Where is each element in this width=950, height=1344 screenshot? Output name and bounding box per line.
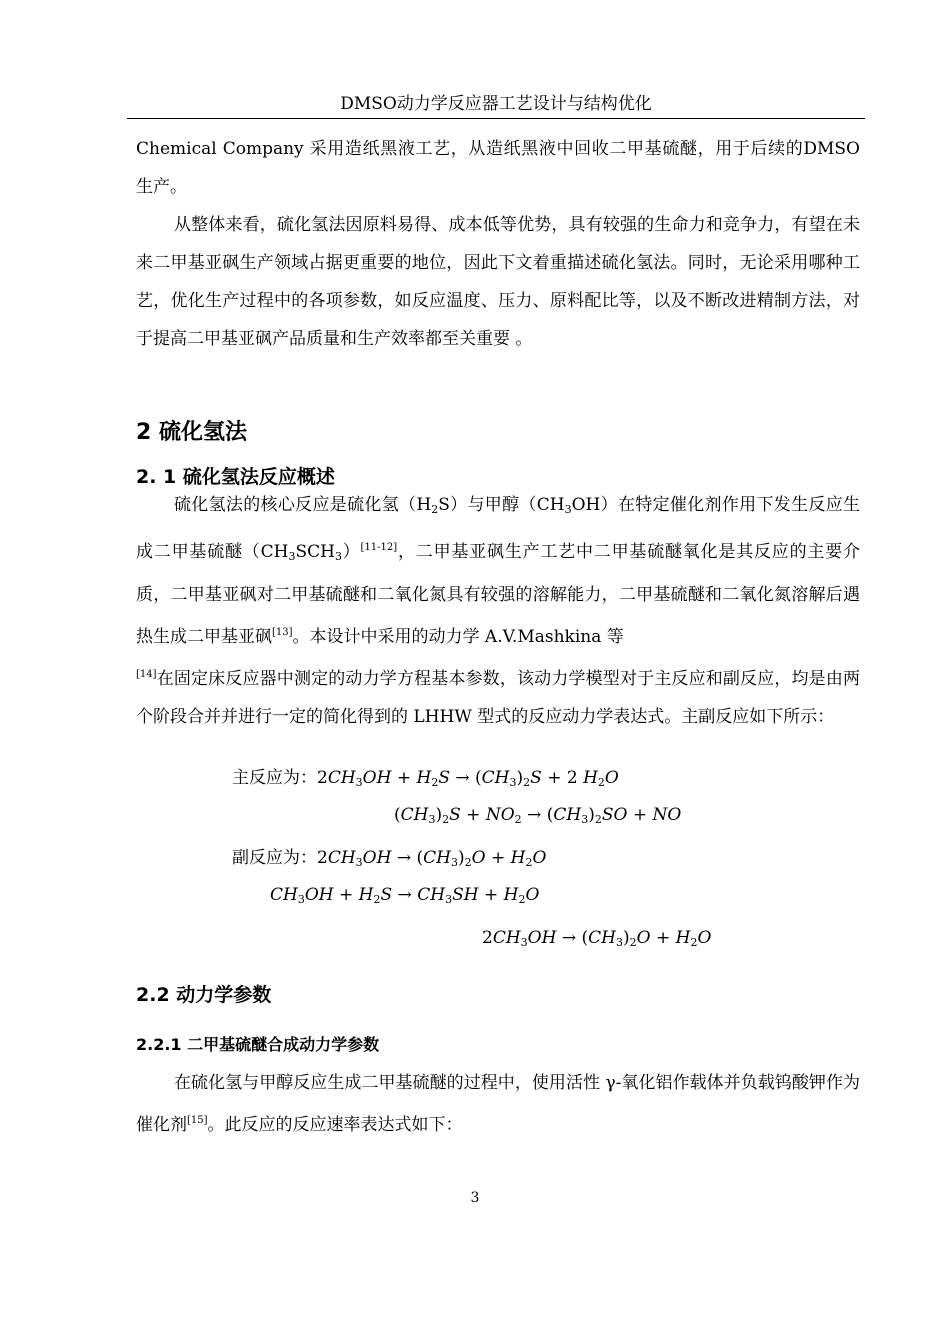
header-rule	[127, 118, 865, 119]
side-reaction-3: $2CH_3OH \to (CH_3)_2O + H_2O$	[482, 928, 712, 949]
section-2-2-1-heading: 2.2.1 二甲基硫醚合成动力学参数	[136, 1035, 380, 1054]
citation: [15]	[187, 1115, 208, 1126]
main-reaction-2: $(CH_3)_2S + NO_2 \to (CH_3)_2SO$ + NO	[394, 805, 682, 826]
intro-text-1: Chemical Company 采用造纸黑液工艺，从造纸黑液中回收二甲基硫醚，用于后续的DMSO 生产。	[136, 139, 860, 197]
side-reaction-label: 副反应为：	[232, 848, 317, 868]
main-reaction-1: 主反应为：$2CH_3OH + H_2S \to (CH_3)_2S + 2$ $H_2O$	[232, 768, 619, 789]
page-number: 3	[470, 1190, 480, 1206]
section-2-2-1-paragraph	[136, 1064, 860, 1144]
section-2-heading: 2 硫化氢法	[136, 420, 247, 445]
section-2-1-heading: 2. 1 硫化氢法反应概述	[136, 466, 335, 488]
section-2-1-text: 硫化氢法的核心反应是硫化氢$(H_2S)$与甲醇$(CH_3OH)$在特定催化剂作用下发生反应生成二甲基硫醚$(CH_3SCH_3)[11-12]$，二甲基亚砜生产工艺中二甲基硫醚氧化是其反应的主要介质，二甲基亚砜对二甲基硫醚和二氧化氮具有较强的溶解能力，二甲基硫醚和二氧化氮溶解后遇热生成二甲基亚砜[13]。本设计中采用的动力学 A.V.Mashkina 等 [14]在固定床反应器中测定的动力学方程基本参数，该动力学模型对于主反应和副反应，均是由两个阶段合并并进行一定的简化得到的 LHHW 型式的反应动力学表达式。主副反应如下所示：	[136, 495, 861, 727]
section-2-2-heading: 2.2 动力学参数	[136, 984, 272, 1006]
intro-text-2: 从整体来看，硫化氢法因原料易得、成本低等优势，具有较强的生命力和竞争力，有望在未来二甲基亚砜生产领域占据更重要的地位，因此下文着重描述硫化氢法。同时，无论采用哪种工艺，优化生产过程中的各项参数，如反应温度、压力、原料配比等，以及不断改进精制方法，对于提高二甲基亚砜产品质量和生产效率都至关重要 。	[136, 215, 860, 349]
main-reaction-label: 主反应为：	[232, 768, 317, 788]
section-2-2-1-text: 在硫化氢与甲醇反应生成二甲基硫醚的过程中，使用活性 γ-氧化铝作载体并负载钨酸钾作为催化剂[15]。此反应的反应速率表达式如下：	[136, 1073, 860, 1135]
side-reaction-2: $CH_3OH + H_2S \to CH_3SH + H_2O$	[270, 885, 540, 906]
citation: [11-12]	[360, 542, 398, 553]
intro-paragraph-2	[136, 206, 860, 358]
intro-paragraph-1	[136, 130, 860, 206]
citation: [14]	[136, 669, 157, 680]
citation: [13]	[272, 627, 293, 638]
running-header: DMSO动力学反应器工艺设计与结构优化	[340, 94, 652, 114]
section-2-1-paragraph	[136, 486, 860, 736]
side-reaction-1: 副反应为：$2CH_3OH \to (CH_3)_2O + H_2O$	[232, 848, 547, 869]
